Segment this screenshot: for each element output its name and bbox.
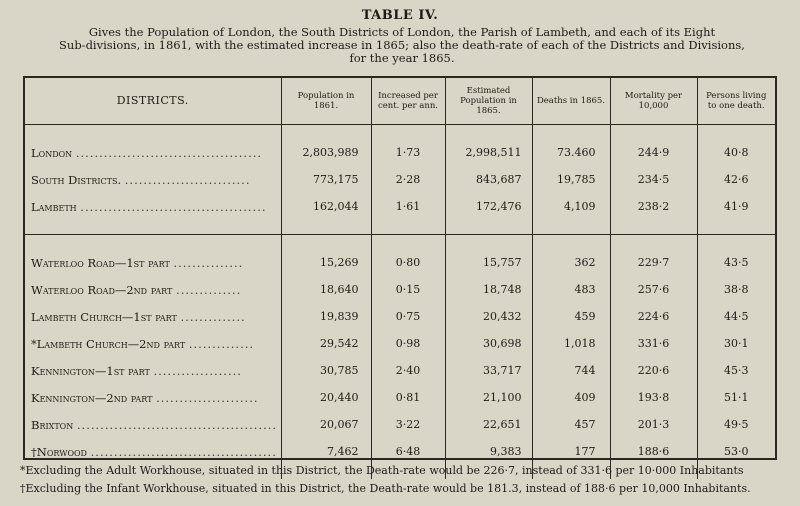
increase-cell: 3·22 (371, 411, 445, 438)
table-row (25, 193, 775, 220)
table-row (25, 303, 775, 330)
estimated-cell: 22,651 (445, 411, 532, 438)
mortality-cell: 238·2 (610, 193, 697, 220)
header-increase: Increased per cent. per ann. (371, 78, 445, 125)
deaths-cell: 483 (532, 276, 610, 303)
table-subtitle (52, 26, 752, 65)
spacer-row (25, 125, 775, 140)
table-row (25, 249, 775, 276)
estimated-cell: 9,383 (445, 438, 532, 465)
estimated-cell: 2,998,511 (445, 139, 532, 166)
persons-cell: 51·1 (697, 384, 775, 411)
increase-cell: 2·40 (371, 357, 445, 384)
mortality-cell: 257·6 (610, 276, 697, 303)
subtitle-line-1: Gives the Population of London, the South Districts of London, the Parish of Lambeth, and each of its Eight (88, 25, 716, 39)
header-mortality: Mortality per 10,000 (610, 78, 697, 125)
district-label: †Norwood (31, 444, 87, 459)
spacer-cell (532, 235, 610, 250)
increase-cell: 1·73 (371, 139, 445, 166)
table-row (25, 139, 775, 166)
district-name (25, 438, 281, 465)
increase-cell: 0·75 (371, 303, 445, 330)
spacer-cell (445, 125, 532, 140)
leader-dots: .............. (180, 309, 246, 324)
spacer-cell (25, 220, 281, 235)
population-cell: 2,803,989 (281, 139, 371, 166)
increase-cell: 1·61 (371, 193, 445, 220)
spacer-cell (610, 220, 697, 235)
mortality-cell: 201·3 (610, 411, 697, 438)
deaths-cell: 409 (532, 384, 610, 411)
header-estimated: Estimated Population in 1865. (445, 78, 532, 125)
mortality-cell: 188·6 (610, 438, 697, 465)
district-name (25, 193, 281, 220)
spacer-cell (697, 125, 775, 140)
spacer-cell (371, 235, 445, 250)
spacer-cell (371, 220, 445, 235)
spacer-cell (610, 235, 697, 250)
leader-dots: ........................................ (75, 145, 263, 160)
persons-cell: 43·5 (697, 249, 775, 276)
mortality-cell: 229·7 (610, 249, 697, 276)
population-table (23, 76, 777, 460)
estimated-cell: 21,100 (445, 384, 532, 411)
increase-cell: 0·98 (371, 330, 445, 357)
persons-cell: 40·8 (697, 139, 775, 166)
mortality-cell: 331·6 (610, 330, 697, 357)
mortality-cell: 220·6 (610, 357, 697, 384)
subtitle-line-2: Sub-divisions, in 1861, with the estimated increase in 1865; also the death-rate of each of the Districts and Divisions, (59, 38, 745, 52)
district-name (25, 384, 281, 411)
population-cell: 15,269 (281, 249, 371, 276)
header-persons: Persons living to one death. (697, 78, 775, 125)
spacer-cell (281, 125, 371, 140)
spacer-cell (445, 235, 532, 250)
mortality-cell: 224·6 (610, 303, 697, 330)
header-population: Population in 1861. (281, 78, 371, 125)
estimated-cell: 18,748 (445, 276, 532, 303)
spacer-row (25, 235, 775, 250)
estimated-cell: 843,687 (445, 166, 532, 193)
increase-cell: 0·81 (371, 384, 445, 411)
district-name (25, 357, 281, 384)
estimated-cell: 30,698 (445, 330, 532, 357)
deaths-cell: 457 (532, 411, 610, 438)
deaths-cell: 73.460 (532, 139, 610, 166)
header-districts: DISTRICTS. (25, 78, 281, 125)
leader-dots: .............. (176, 282, 242, 297)
spacer-cell (281, 235, 371, 250)
district-label: Waterloo Road—1st part (31, 255, 170, 270)
district-label: Kennington—2nd part (31, 390, 153, 405)
district-label: Brixton (31, 417, 74, 432)
district-label: Kennington—1st part (31, 363, 150, 378)
district-label: Lambeth (31, 199, 77, 214)
table-row (25, 276, 775, 303)
table-row (25, 438, 775, 465)
leader-dots: ........................................... (76, 417, 278, 432)
deaths-cell: 177 (532, 438, 610, 465)
increase-cell: 6·48 (371, 438, 445, 465)
subtitle-line-3: for the year 1865. (349, 51, 455, 65)
population-cell: 30,785 (281, 357, 371, 384)
population-cell: 18,640 (281, 276, 371, 303)
district-label: London (31, 145, 73, 160)
spacer-cell (610, 125, 697, 140)
header-row (25, 78, 775, 125)
district-name (25, 249, 281, 276)
mortality-cell: 244·9 (610, 139, 697, 166)
district-name (25, 411, 281, 438)
population-cell: 20,067 (281, 411, 371, 438)
persons-cell: 44·5 (697, 303, 775, 330)
spacer-cell (532, 220, 610, 235)
table-row (25, 330, 775, 357)
header-deaths: Deaths in 1865. (532, 78, 610, 125)
deaths-cell: 362 (532, 249, 610, 276)
table-row (25, 411, 775, 438)
spacer-cell (25, 235, 281, 250)
district-name (25, 303, 281, 330)
table-row (25, 357, 775, 384)
estimated-cell: 172,476 (445, 193, 532, 220)
persons-cell: 53·0 (697, 438, 775, 465)
population-cell: 162,044 (281, 193, 371, 220)
leader-dots: ........................... (124, 172, 251, 187)
district-name (25, 330, 281, 357)
district-name (25, 166, 281, 193)
district-name (25, 276, 281, 303)
increase-cell: 2·28 (371, 166, 445, 193)
estimated-cell: 20,432 (445, 303, 532, 330)
persons-cell: 49·5 (697, 411, 775, 438)
leader-dots: ........................................ (90, 444, 277, 459)
district-label: *Lambeth Church—2nd part (31, 336, 186, 351)
persons-cell: 41·9 (697, 193, 775, 220)
spacer-cell (25, 125, 281, 140)
persons-cell: 30·1 (697, 330, 775, 357)
deaths-cell: 4,109 (532, 193, 610, 220)
leader-dots: ................... (153, 363, 242, 378)
district-label: Waterloo Road—2nd part (31, 282, 173, 297)
spacer-row (25, 220, 775, 235)
persons-cell: 42·6 (697, 166, 775, 193)
district-name (25, 139, 281, 166)
mortality-cell: 193·8 (610, 384, 697, 411)
spacer-cell (697, 220, 775, 235)
table-body (25, 125, 775, 480)
increase-cell: 0·80 (371, 249, 445, 276)
population-cell: 7,462 (281, 438, 371, 465)
spacer-cell (697, 235, 775, 250)
table-title: TABLE IV. (361, 8, 439, 23)
spacer-cell (281, 220, 371, 235)
population-cell: 20,440 (281, 384, 371, 411)
population-cell: 19,839 (281, 303, 371, 330)
table-row (25, 384, 775, 411)
district-label: South Districts. (31, 172, 122, 187)
leader-dots: ............... (173, 255, 244, 270)
deaths-cell: 744 (532, 357, 610, 384)
deaths-cell: 1,018 (532, 330, 610, 357)
increase-cell: 0·15 (371, 276, 445, 303)
footnote-infant-workhouse: †Excluding the Infant Workhouse, situated in this District, the Death-rate would be 181.3, instead of 188·6 per 10,000 Inhabitants. (20, 482, 751, 495)
spacer-cell (532, 125, 610, 140)
leader-dots: ...................... (156, 390, 259, 405)
deaths-cell: 19,785 (532, 166, 610, 193)
district-label: Lambeth Church—1st part (31, 309, 177, 324)
spacer-cell (445, 220, 532, 235)
persons-cell: 38·8 (697, 276, 775, 303)
spacer-cell (371, 125, 445, 140)
footnote-adult-workhouse: *Excluding the Adult Workhouse, situated in this District, the Death-rate would be 226·7, instead of 331·6 per 10·000 Inhabitants (20, 464, 744, 477)
persons-cell: 45·3 (697, 357, 775, 384)
leader-dots: .............. (188, 336, 255, 351)
estimated-cell: 33,717 (445, 357, 532, 384)
mortality-cell: 234·5 (610, 166, 697, 193)
leader-dots: ........................................ (80, 199, 267, 214)
table-row (25, 166, 775, 193)
population-cell: 773,175 (281, 166, 371, 193)
deaths-cell: 459 (532, 303, 610, 330)
estimated-cell: 15,757 (445, 249, 532, 276)
population-cell: 29,542 (281, 330, 371, 357)
footnotes (20, 462, 790, 498)
